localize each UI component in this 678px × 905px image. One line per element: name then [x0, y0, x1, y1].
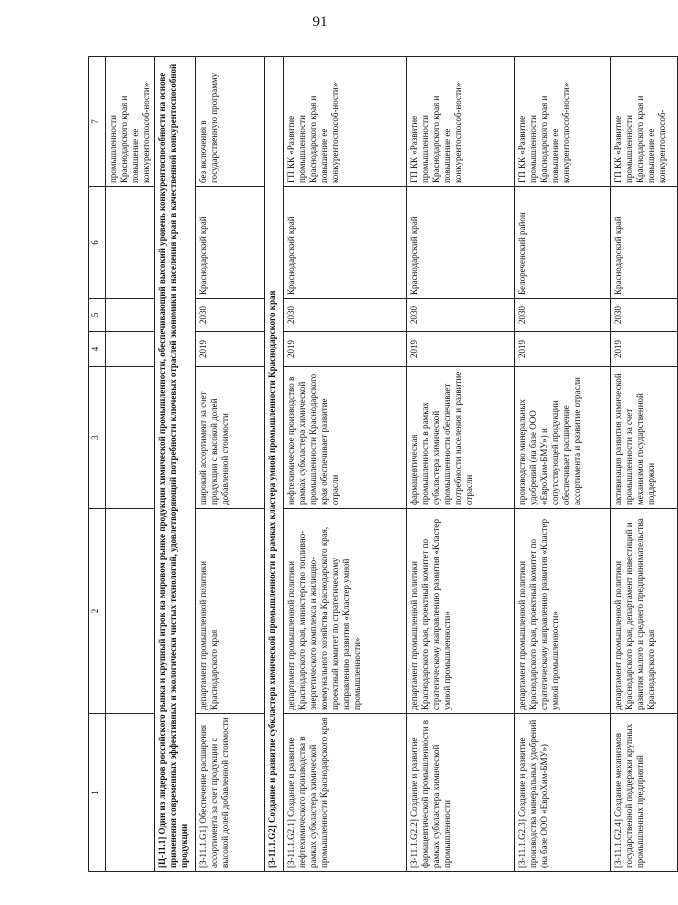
col-number-4: 4 [89, 332, 106, 367]
task-cell: [З-11.1.G2.3] Создание и развитие производства минеральных удобрений (на базе ООО «ЕвроХим-БМУ») [514, 714, 610, 872]
result-cell: фармацевтическая промышленность в рамках субкластера химической промышленности обеспечивает потребности населения и развитие отрасли [406, 367, 514, 509]
table-row [195, 57, 264, 872]
section-header-row [264, 57, 283, 872]
program-cell: ГП КК «Развитие промышленности Краснодарского края и повышение ее конкурентоспособ-ности» [283, 57, 406, 187]
responsible-cell: департамент промышленной политики Краснодарского края, министерство топливно-энергетического комплекса и жилищно-коммунального хозяйства Краснодарского края, проектный комитет по стратегическому направлению развития «Кластер умной промышленности» [283, 509, 406, 714]
rotated-table-wrapper [88, 57, 667, 872]
responsible-cell: департамент промышленной политики Краснодарского края, департамент инвестиций и развития малого и среднего предпринимательства Краснодарского края [610, 509, 677, 714]
col-number-7: 7 [89, 57, 106, 187]
end-year-cell: 2030 [283, 299, 406, 332]
table-row [514, 57, 610, 872]
start-year-cell: 2019 [514, 332, 610, 367]
section-header-row [154, 57, 195, 872]
program-cell: ГП КК «Развитие промышленности Краснодарского края и повышение ее конкурентоспособ-ности» [406, 57, 514, 187]
territory-cell: Краснодарский край [195, 187, 264, 299]
task-cell: [З-11.1.G2.1] Создание и развитие нефтехимического производства в рамках субкластера химической промышленности Краснодарского края [283, 714, 406, 872]
end-year-cell: 2030 [406, 299, 514, 332]
start-year-cell: 2019 [283, 332, 406, 367]
territory-cell: Белореченский район [514, 187, 610, 299]
territory-cell: Краснодарский край [406, 187, 514, 299]
result-cell: производство минеральных удобрений (на базе ООО «ЕвроХим-БМУ») и сопутствующей продукции обеспечивает расширение ассортимента и развитие отрасли [514, 367, 610, 509]
result-cell: нефтехимическое производство в рамках субкластера химической промышленности Краснодарского края обеспечивает развитие отрасли [283, 367, 406, 509]
responsible-cell: департамент промышленной политики Краснодарского края, проектный комитет по стратегическому направлению развития «Кластер умной промышленности» [406, 509, 514, 714]
col-number-5: 5 [89, 299, 106, 332]
responsible-cell: департамент промышленной политики Краснодарского края, проектный комитет по стратегическому направлению развития «Кластер умной промышленности» [514, 509, 610, 714]
column-number-row [89, 57, 106, 872]
table-row [283, 57, 406, 872]
col-number-2: 2 [89, 509, 106, 714]
section-task-11-1-g2: [З-11.1.G2] Создание и развитие субкластера химической промышленности в рамках кластера умной промышленности Краснодарского края [264, 57, 283, 872]
strategy-table [88, 56, 678, 872]
table-row [610, 57, 677, 872]
responsible-cell: департамент промышленной политики Краснодарского края [195, 509, 264, 714]
start-year-cell: 2019 [610, 332, 677, 367]
page-number: 91 [312, 14, 328, 30]
end-year-cell: 2030 [514, 299, 610, 332]
col-number-1: 1 [89, 714, 106, 872]
col-number-3: 3 [89, 367, 106, 509]
task-cell: [З-11.1.G2.4] Создание механизмов государственной поддержки крупных промышленных предприятий [610, 714, 677, 872]
program-cell: без включения в государственную программу [195, 57, 264, 187]
continuation-cell: промышленности Краснодарского края и повышение ее конкурентоспособ-ности» [106, 57, 155, 187]
task-cell: [З-11.1.G1] Обеспечение расширения ассортимента за счет продукции с высокой долей добавленной стоимости [195, 714, 264, 872]
section-goal-11-1: [Ц-11.1] Один из лидеров российского рынка и крупный игрок на мировом рынке продукции химической промышленности, обеспечивающий высокий уровень конкурентоспособности на основе применения современных эффективных и экологически чистых технологий, удовлетворяющий потребности ключевых отраслей экономики и населения края в качественной конкурентоспособной продукции [154, 57, 195, 872]
program-cell: ГП КК «Развитие промышленности Краснодарского края и повышение ее конкурентоспособ- [610, 57, 677, 187]
start-year-cell: 2019 [406, 332, 514, 367]
task-cell: [З-11.1.G2.2] Создание и развитие фармацевтической промышленности в рамках субкластера химической промышленности [406, 714, 514, 872]
start-year-cell: 2019 [195, 332, 264, 367]
territory-cell: Краснодарский край [283, 187, 406, 299]
program-cell: ГП КК «Развитие промышленности Краснодарского края и повышение ее конкурентоспособ-ности» [514, 57, 610, 187]
end-year-cell: 2030 [195, 299, 264, 332]
col-number-6: 6 [89, 187, 106, 299]
result-cell: широкий ассортимент за счет продукции с высокой долей добавленной стоимости [195, 367, 264, 509]
end-year-cell: 2030 [610, 299, 677, 332]
territory-cell: Краснодарский край [610, 187, 677, 299]
result-cell: активизация развития химической промышленности за счет механизмов государственной поддержки [610, 367, 677, 509]
continuation-row [106, 57, 155, 872]
table-row [406, 57, 514, 872]
